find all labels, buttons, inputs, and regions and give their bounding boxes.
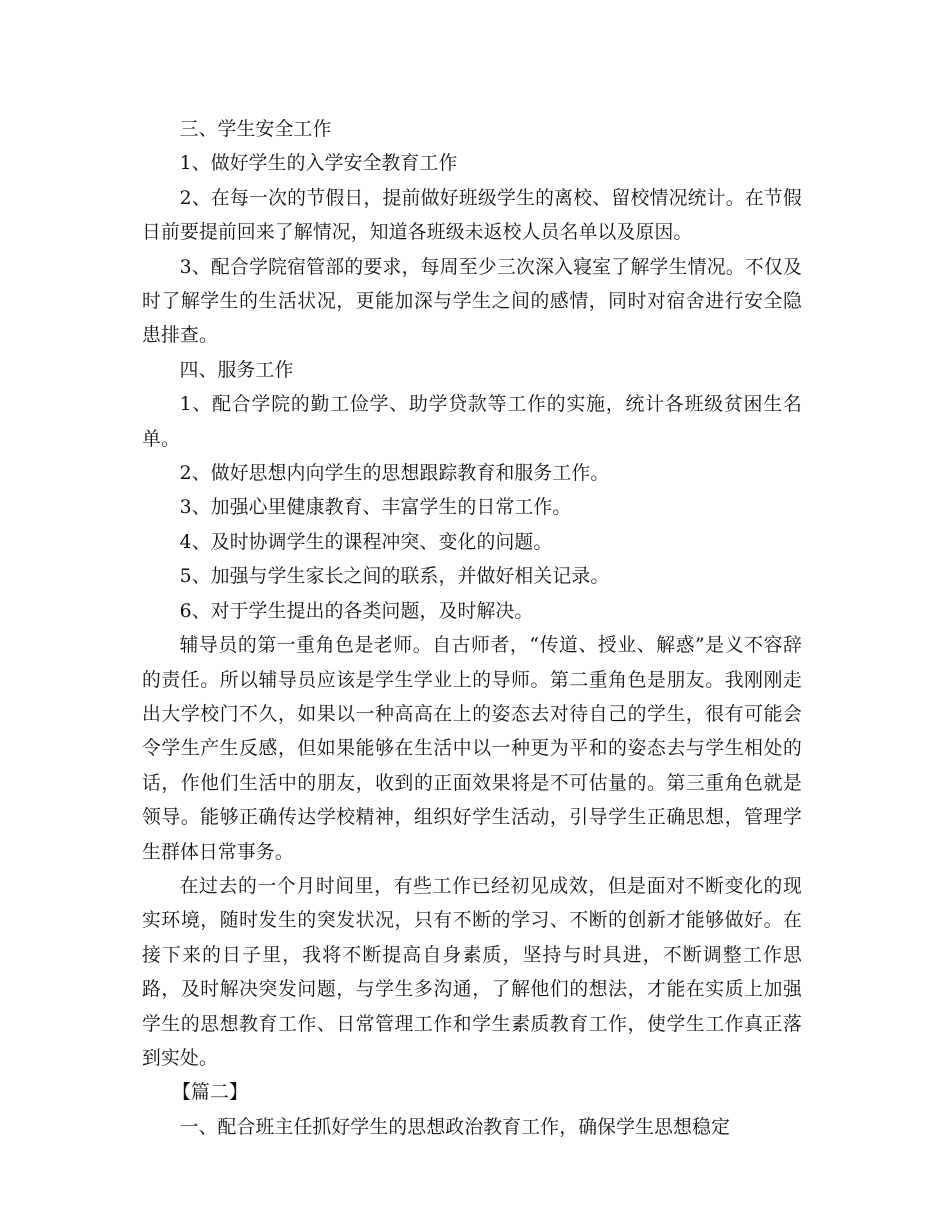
list-item: 3、配合学院宿管部的要求，每周至少三次深入寝室了解学生情况。不仅及时了解学生的生活状况，更能加深与学生之间的感情，同时对宿舍进行安全隐患排查。 xyxy=(142,256,802,347)
list-item: 4、及时协调学生的课程冲突、变化的问题。 xyxy=(179,531,553,553)
list-item: 1、配合学院的勤工俭学、助学贷款等工作的实施，统计各班级贫困生名单。 xyxy=(142,394,802,450)
body-paragraph: 辅导员的第一重角色是老师。自古师者，“传道、授业、解惑”是义不容辞的责任。所以辅导员应该是学生学业上的导师。第二重角色是朋友。我刚刚走出大学校门不久，如果以一种高高在上的姿态去对待自己的学生，很有可能会令学生产生反感，但如果能够在生活中以一种更为平和的姿态去与学生相处的话，作他们生活中的朋友，收到的正面效果将是不可估量的。第三重角色就是领导。能够正确传达学校精神，组织好学生活动，引导学生正确思想，管理学生群体日常事务。 xyxy=(142,635,802,863)
section-heading-safety: 三、学生安全工作 xyxy=(179,119,332,140)
list-item: 1、做好学生的入学安全教育工作 xyxy=(179,153,458,175)
document-body xyxy=(142,113,802,1145)
list-item: 2、在每一次的节假日，提前做好班级学生的离校、留校情况统计。在节假日前要提前回来了解情况，知道各班级未返校人员名单以及原因。 xyxy=(142,187,802,244)
list-item: 6、对于学生提出的各类问题，及时解决。 xyxy=(179,600,534,622)
section-heading-ideology: 一、配合班主任抓好学生的思想政治教育工作，确保学生思想稳定 xyxy=(179,1116,731,1138)
list-item: 5、加强与学生家长之间的联系，并做好相关记录。 xyxy=(179,566,610,588)
body-paragraph: 在过去的一个月时间里，有些工作已经初见成效，但是面对不断变化的现实环境，随时发生的突发状况，只有不断的学习、不断的创新才能够做好。在接下来的日子里，我将不断提高自身素质，坚持与时具进，不断调整工作思路，及时解决突发问题，与学生多沟通，了解他们的想法，才能在实质上加强学生的思想教育工作、日常管理工作和学生素质教育工作，使学生工作真正落到实处。 xyxy=(142,875,802,1069)
list-item: 2、做好思想内向学生的思想跟踪教育和服务工作。 xyxy=(179,463,610,485)
list-item: 3、加强心里健康教育、丰富学生的日常工作。 xyxy=(179,497,572,519)
part-two-heading: 【篇二】 xyxy=(172,1082,249,1104)
section-heading-service: 四、服务工作 xyxy=(179,359,294,381)
